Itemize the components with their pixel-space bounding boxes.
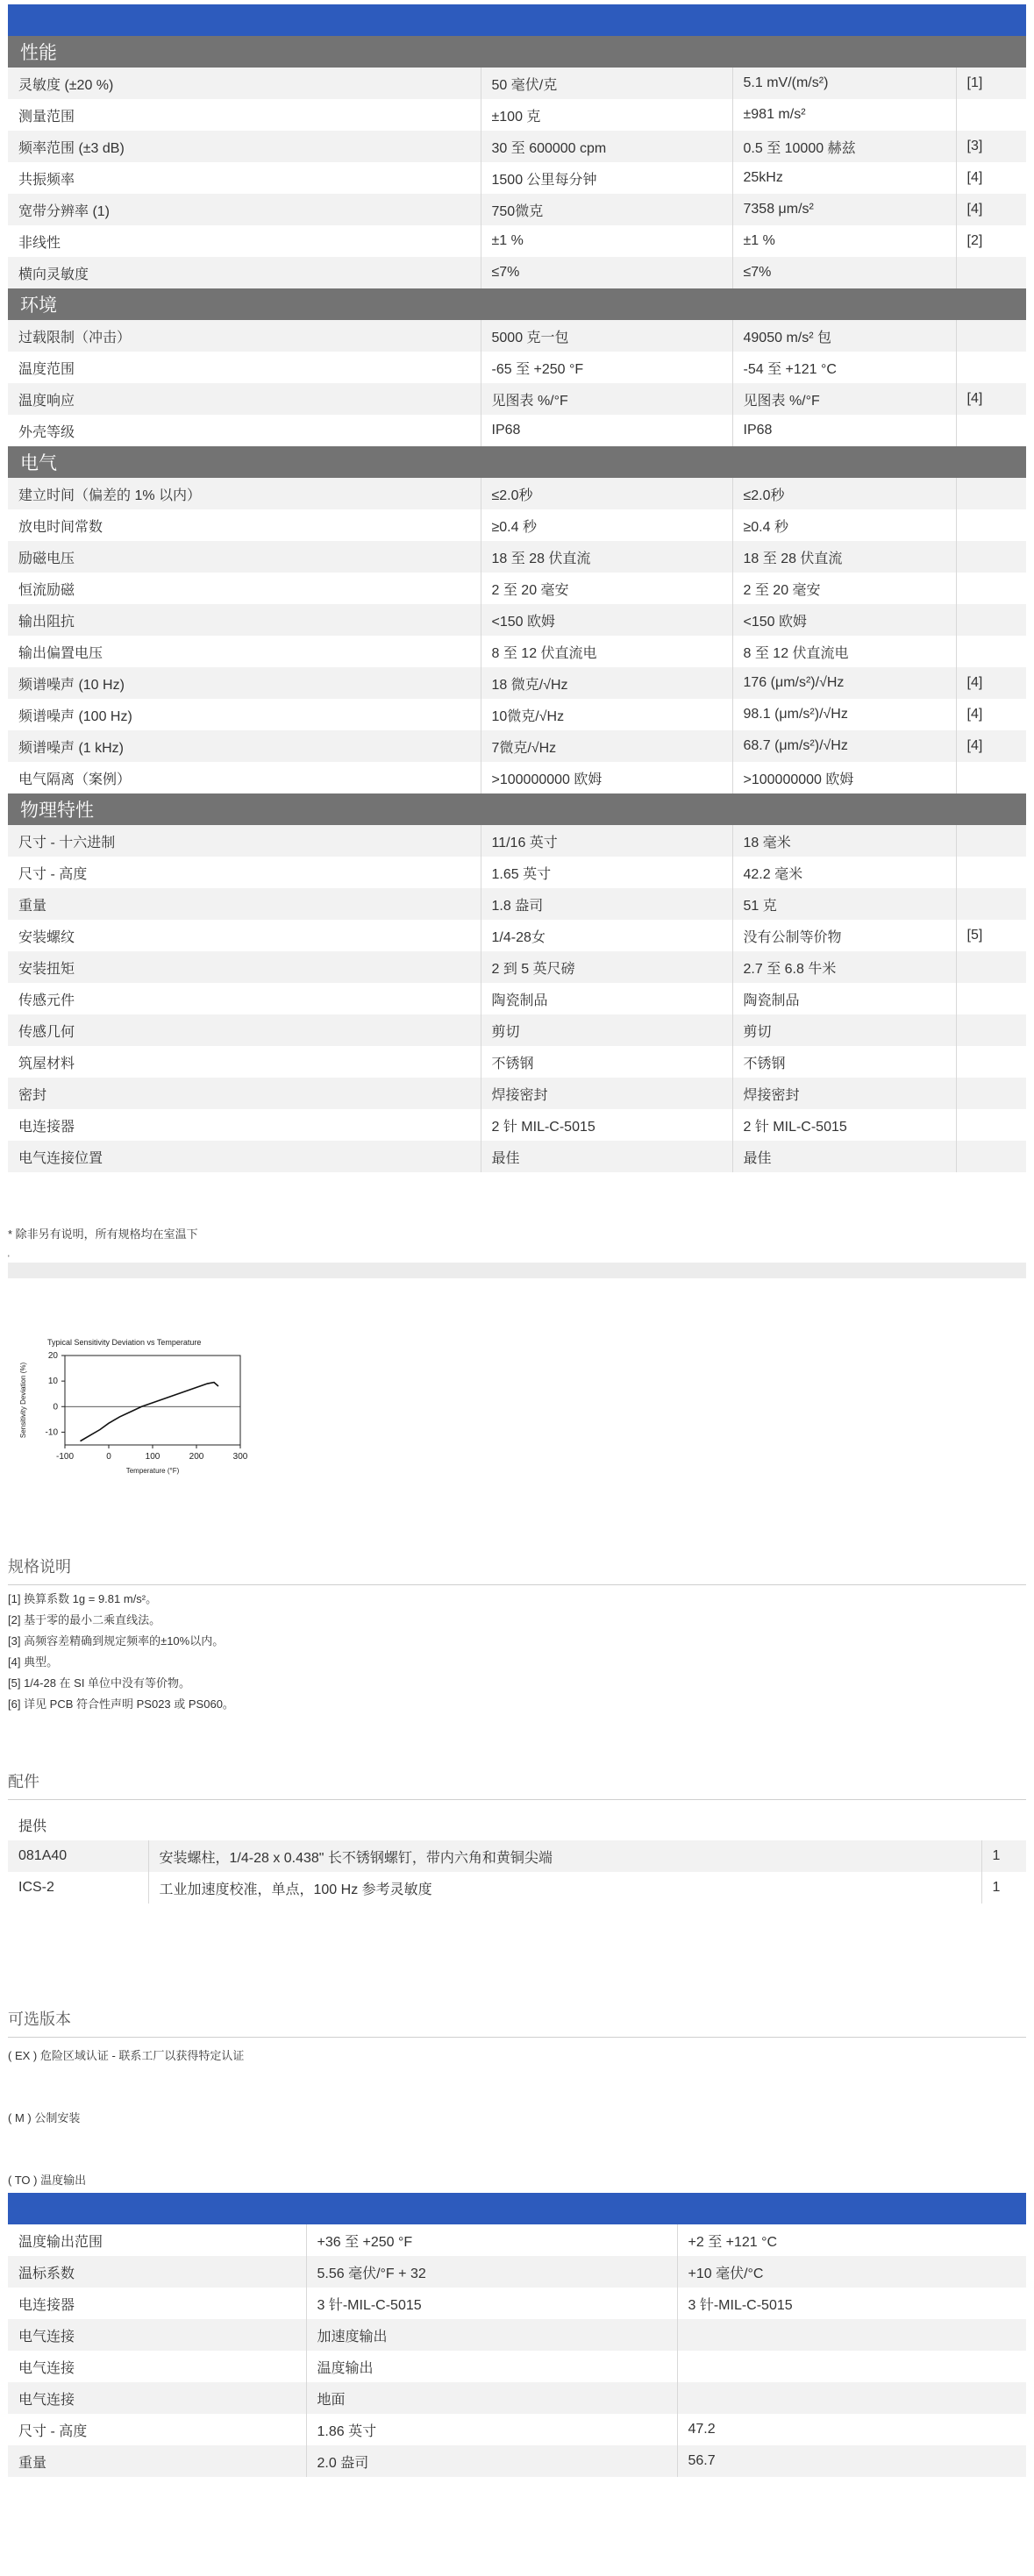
value-imperial: 2 到 5 英尺磅 (481, 951, 732, 983)
value-metric: 51 克 (732, 888, 956, 920)
row-label: 电气连接 (8, 2382, 306, 2414)
table-row (8, 825, 1026, 857)
part-description: 安装螺柱，1/4-28 x 0.438" 长不锈钢螺钉，带内六角和黄铜尖端 (148, 1840, 981, 1872)
value-imperial: ≤2.0秒 (481, 478, 732, 509)
value-imperial: 2 针 MIL-C-5015 (481, 1109, 732, 1141)
row-label: 筑屋材料 (8, 1046, 481, 1078)
value-imperial: ±1 % (481, 225, 732, 257)
value-metric: 7358 μm/s² (732, 194, 956, 225)
y-tick-label: 0 (53, 1402, 58, 1413)
row-footnote (956, 1141, 1026, 1172)
table-row (8, 1014, 1026, 1046)
value-metric (677, 2351, 1026, 2382)
value-imperial: 2 至 20 毫安 (481, 573, 732, 604)
spec-note-item: [2] 基于零的最小二乘直线法。 (8, 1613, 161, 1626)
table-row (8, 857, 1026, 888)
table-row (8, 1109, 1026, 1141)
spec-note-item: [6] 详见 PCB 符合性声明 PS023 或 PS060。 (8, 1697, 234, 1711)
y-tick-label: 10 (47, 1377, 58, 1387)
row-label: 输出阻抗 (8, 604, 481, 636)
table-row (8, 604, 1026, 636)
row-label: 安装扭矩 (8, 951, 481, 983)
row-label: 电连接器 (8, 2288, 306, 2319)
x-tick-label: 100 (145, 1452, 160, 1462)
accessories-header: 提供 (8, 1809, 1026, 1840)
x-tick-label: 300 (232, 1452, 248, 1462)
table-row (8, 888, 1026, 920)
top-blue-bar (8, 4, 1026, 36)
value-metric (677, 2382, 1026, 2414)
row-footnote (956, 352, 1026, 383)
sensitivity-chart (8, 1313, 1026, 1484)
row-label: 建立时间（偏差的 1% 以内） (8, 478, 481, 509)
value-metric: +2 至 +121 °C (677, 2224, 1026, 2256)
y-tick-label: 20 (47, 1351, 58, 1361)
part-description: 工业加速度校准，单点，100 Hz 参考灵敏度 (148, 1872, 981, 1904)
value-metric: 18 毫米 (732, 825, 956, 857)
spec-tables (8, 36, 1026, 1172)
section-header: 性能 (8, 36, 1026, 68)
row-label: 频率范围 (±3 dB) (8, 131, 481, 162)
table-row (8, 636, 1026, 667)
value-metric: 最佳 (732, 1141, 956, 1172)
value-imperial: 见图表 %/°F (481, 383, 732, 415)
row-footnote (956, 636, 1026, 667)
row-footnote (956, 857, 1026, 888)
row-footnote: [4] (956, 699, 1026, 730)
row-label: 尺寸 - 高度 (8, 2414, 306, 2445)
value-metric: ≤7% (732, 257, 956, 288)
value-imperial: 温度输出 (306, 2351, 677, 2382)
value-imperial: 焊接密封 (481, 1078, 732, 1109)
row-label: 输出偏置电压 (8, 636, 481, 667)
row-footnote (956, 541, 1026, 573)
row-label: 宽带分辨率 (1) (8, 194, 481, 225)
row-footnote: [4] (956, 162, 1026, 194)
row-label: 重量 (8, 888, 481, 920)
value-metric (677, 2319, 1026, 2351)
row-footnote (956, 983, 1026, 1014)
option-ex: ( EX ) 危险区域认证 - 联系工厂以获得特定认证 (8, 2049, 245, 2062)
value-metric: <150 欧姆 (732, 604, 956, 636)
row-footnote: [3] (956, 131, 1026, 162)
value-imperial: 50 毫伏/克 (481, 68, 732, 99)
table-row (8, 667, 1026, 699)
table-row (8, 2414, 1026, 2445)
value-metric: 焊接密封 (732, 1078, 956, 1109)
chart-title: Typical Sensitivity Deviation vs Temperature (47, 1338, 202, 1347)
value-metric: 3 针-MIL-C-5015 (677, 2288, 1026, 2319)
value-imperial: 剪切 (481, 1014, 732, 1046)
value-metric: 56.7 (677, 2445, 1026, 2477)
row-label: 电气隔离（案例） (8, 762, 481, 793)
row-label: 尺寸 - 高度 (8, 857, 481, 888)
to-blue-bar (8, 2193, 1026, 2224)
row-footnote (956, 888, 1026, 920)
row-footnote: [4] (956, 194, 1026, 225)
value-imperial: 30 至 600000 cpm (481, 131, 732, 162)
row-footnote: [5] (956, 920, 1026, 951)
row-label: 过载限制（冲击） (8, 320, 481, 352)
table-row (8, 2319, 1026, 2351)
row-footnote: [4] (956, 383, 1026, 415)
value-metric: ≤2.0秒 (732, 478, 956, 509)
row-label: 密封 (8, 1078, 481, 1109)
section-header: 环境 (8, 288, 1026, 320)
row-footnote (956, 762, 1026, 793)
value-imperial: 1.86 英寸 (306, 2414, 677, 2445)
row-label: 重量 (8, 2445, 306, 2477)
row-label: 温度响应 (8, 383, 481, 415)
value-metric: 陶瓷制品 (732, 983, 956, 1014)
value-imperial: 1/4-28女 (481, 920, 732, 951)
table-row (8, 194, 1026, 225)
spec-note-item: [1] 换算系数 1g = 9.81 m/s²。 (8, 1592, 158, 1605)
row-footnote (956, 573, 1026, 604)
row-footnote (956, 1109, 1026, 1141)
table-row (8, 2351, 1026, 2382)
value-imperial: 陶瓷制品 (481, 983, 732, 1014)
row-label: 温标系数 (8, 2256, 306, 2288)
table-row (8, 2382, 1026, 2414)
row-footnote (956, 951, 1026, 983)
value-metric: 不锈钢 (732, 1046, 956, 1078)
value-metric: 98.1 (μm/s²)/√Hz (732, 699, 956, 730)
value-metric: 49050 m/s² 包 (732, 320, 956, 352)
spec-notes-list (8, 1589, 1026, 1715)
row-label: 传感元件 (8, 983, 481, 1014)
value-imperial: 8 至 12 伏直流电 (481, 636, 732, 667)
table-header-row (8, 1809, 1026, 1840)
row-footnote (956, 320, 1026, 352)
x-tick-label: 0 (106, 1452, 111, 1462)
value-metric: 42.2 毫米 (732, 857, 956, 888)
row-footnote (956, 99, 1026, 131)
row-label: 共振频率 (8, 162, 481, 194)
table-row (8, 1141, 1026, 1172)
row-label: 温度范围 (8, 352, 481, 383)
tiny-mark: ' (8, 1254, 10, 1263)
spec-table (8, 320, 1026, 446)
value-imperial: 5000 克一包 (481, 320, 732, 352)
value-imperial: >100000000 欧姆 (481, 762, 732, 793)
accessories-table (8, 1809, 1026, 1904)
part-quantity: 1 (981, 1840, 1026, 1872)
value-imperial: 2.0 盎司 (306, 2445, 677, 2477)
value-imperial: 1.8 盎司 (481, 888, 732, 920)
table-row (8, 131, 1026, 162)
table-row (8, 920, 1026, 951)
row-label: 频谱噪声 (100 Hz) (8, 699, 481, 730)
row-footnote (956, 478, 1026, 509)
value-imperial: 不锈钢 (481, 1046, 732, 1078)
value-imperial: 7微克/√Hz (481, 730, 732, 762)
value-imperial: 最佳 (481, 1141, 732, 1172)
row-label: 非线性 (8, 225, 481, 257)
table-row (8, 541, 1026, 573)
row-footnote: [4] (956, 667, 1026, 699)
row-label: 外壳等级 (8, 415, 481, 446)
table-row (8, 68, 1026, 99)
options-title: 可选版本 (8, 2010, 71, 2028)
value-imperial: 地面 (306, 2382, 677, 2414)
value-metric: ±981 m/s² (732, 99, 956, 131)
value-metric: -54 至 +121 °C (732, 352, 956, 383)
value-imperial: ≤7% (481, 257, 732, 288)
row-label: 恒流励磁 (8, 573, 481, 604)
accessories-title: 配件 (8, 1773, 39, 1790)
row-footnote: [4] (956, 730, 1026, 762)
table-row (8, 730, 1026, 762)
section-header: 电气 (8, 446, 1026, 478)
row-label: 横向灵敏度 (8, 257, 481, 288)
row-label: 灵敏度 (±20 %) (8, 68, 481, 99)
part-number: 081A40 (8, 1840, 148, 1872)
value-metric: ±1 % (732, 225, 956, 257)
table-row (8, 99, 1026, 131)
spec-table (8, 478, 1026, 793)
row-footnote: [2] (956, 225, 1026, 257)
section-header: 物理特性 (8, 793, 1026, 825)
value-imperial: IP68 (481, 415, 732, 446)
part-number: ICS-2 (8, 1872, 148, 1904)
value-metric: +10 毫伏/°C (677, 2256, 1026, 2288)
table-row (8, 983, 1026, 1014)
table-row (8, 320, 1026, 352)
spec-note-item: [4] 典型。 (8, 1655, 59, 1669)
value-imperial: 1.65 英寸 (481, 857, 732, 888)
row-label: 电气连接 (8, 2351, 306, 2382)
value-metric: 176 (μm/s²)/√Hz (732, 667, 956, 699)
value-metric: 5.1 mV/(m/s²) (732, 68, 956, 99)
table-row (8, 1872, 1026, 1904)
row-label: 电气连接位置 (8, 1141, 481, 1172)
value-imperial: 1500 公里每分钟 (481, 162, 732, 194)
chart-svg (8, 1313, 271, 1480)
row-label: 励磁电压 (8, 541, 481, 573)
table-row (8, 383, 1026, 415)
value-metric: ≥0.4 秒 (732, 509, 956, 541)
table-row (8, 225, 1026, 257)
row-label: 放电时间常数 (8, 509, 481, 541)
spec-table (8, 825, 1026, 1172)
value-imperial: 750微克 (481, 194, 732, 225)
row-footnote (956, 1014, 1026, 1046)
table-row (8, 509, 1026, 541)
row-footnote (956, 825, 1026, 857)
row-label: 尺寸 - 十六进制 (8, 825, 481, 857)
table-row (8, 2256, 1026, 2288)
spec-note-item: [5] 1/4-28 在 SI 单位中没有等价物。 (8, 1676, 191, 1690)
table-row (8, 1078, 1026, 1109)
table-row (8, 352, 1026, 383)
value-imperial: 18 至 28 伏直流 (481, 541, 732, 573)
table-row (8, 162, 1026, 194)
table-row (8, 573, 1026, 604)
x-tick-label: -100 (55, 1452, 75, 1462)
value-imperial: ≥0.4 秒 (481, 509, 732, 541)
footnote: * 除非另有说明，所有规格均在室温下 (8, 1228, 198, 1241)
value-metric: 2 至 20 毫安 (732, 573, 956, 604)
value-imperial: 10微克/√Hz (481, 699, 732, 730)
value-metric: 8 至 12 伏直流电 (732, 636, 956, 667)
row-label: 测量范围 (8, 99, 481, 131)
value-metric: 没有公制等价物 (732, 920, 956, 951)
row-footnote (956, 509, 1026, 541)
x-tick-label: 200 (189, 1452, 204, 1462)
table-row (8, 762, 1026, 793)
value-metric: IP68 (732, 415, 956, 446)
table-row (8, 2445, 1026, 2477)
table-row (8, 2224, 1026, 2256)
value-imperial: <150 欧姆 (481, 604, 732, 636)
row-label: 频谱噪声 (1 kHz) (8, 730, 481, 762)
row-footnote (956, 415, 1026, 446)
option-to: ( TO ) 温度输出 (8, 2174, 87, 2187)
spec-note-item: [3] 高频容差精确到规定频率的±10%以内。 (8, 1634, 225, 1647)
value-metric: 2 针 MIL-C-5015 (732, 1109, 956, 1141)
value-metric: 0.5 至 10000 赫兹 (732, 131, 956, 162)
value-imperial: 5.56 毫伏/°F + 32 (306, 2256, 677, 2288)
row-label: 电气连接 (8, 2319, 306, 2351)
spec-table (8, 68, 1026, 288)
value-metric: >100000000 欧姆 (732, 762, 956, 793)
value-imperial: 18 微克/√Hz (481, 667, 732, 699)
plot-frame (65, 1356, 240, 1445)
row-footnote (956, 1078, 1026, 1109)
table-row (8, 1046, 1026, 1078)
table-row (8, 951, 1026, 983)
row-label: 温度输出范围 (8, 2224, 306, 2256)
gray-strip (8, 1263, 1026, 1278)
table-row (8, 478, 1026, 509)
value-metric: 剪切 (732, 1014, 956, 1046)
table-row (8, 699, 1026, 730)
value-metric: 2.7 至 6.8 牛米 (732, 951, 956, 983)
row-label: 频谱噪声 (10 Hz) (8, 667, 481, 699)
value-imperial: +36 至 +250 °F (306, 2224, 677, 2256)
table-row (8, 1840, 1026, 1872)
row-label: 传感几何 (8, 1014, 481, 1046)
value-metric: 见图表 %/°F (732, 383, 956, 415)
value-metric: 25kHz (732, 162, 956, 194)
part-quantity: 1 (981, 1872, 1026, 1904)
temperature-output-table (8, 2224, 1026, 2477)
table-row (8, 415, 1026, 446)
value-imperial: 11/16 英寸 (481, 825, 732, 857)
value-imperial: -65 至 +250 °F (481, 352, 732, 383)
spec-notes-title: 规格说明 (8, 1558, 71, 1576)
value-imperial: ±100 克 (481, 99, 732, 131)
row-footnote (956, 1046, 1026, 1078)
row-footnote (956, 604, 1026, 636)
series-line (81, 1383, 219, 1441)
y-axis-label: Sensitivity Deviation (%) (19, 1362, 27, 1439)
value-metric: 47.2 (677, 2414, 1026, 2445)
value-imperial: 加速度输出 (306, 2319, 677, 2351)
x-axis-label: Temperature (°F) (125, 1467, 180, 1475)
row-label: 安装螺纹 (8, 920, 481, 951)
row-label: 电连接器 (8, 1109, 481, 1141)
table-row (8, 2288, 1026, 2319)
option-m: ( M ) 公制安装 (8, 2111, 81, 2124)
value-metric: 68.7 (μm/s²)/√Hz (732, 730, 956, 762)
value-imperial: 3 针-MIL-C-5015 (306, 2288, 677, 2319)
y-tick-label: -10 (45, 1427, 58, 1438)
row-footnote (956, 257, 1026, 288)
table-row (8, 257, 1026, 288)
datasheet (8, 4, 1026, 2477)
row-footnote: [1] (956, 68, 1026, 99)
value-metric: 18 至 28 伏直流 (732, 541, 956, 573)
